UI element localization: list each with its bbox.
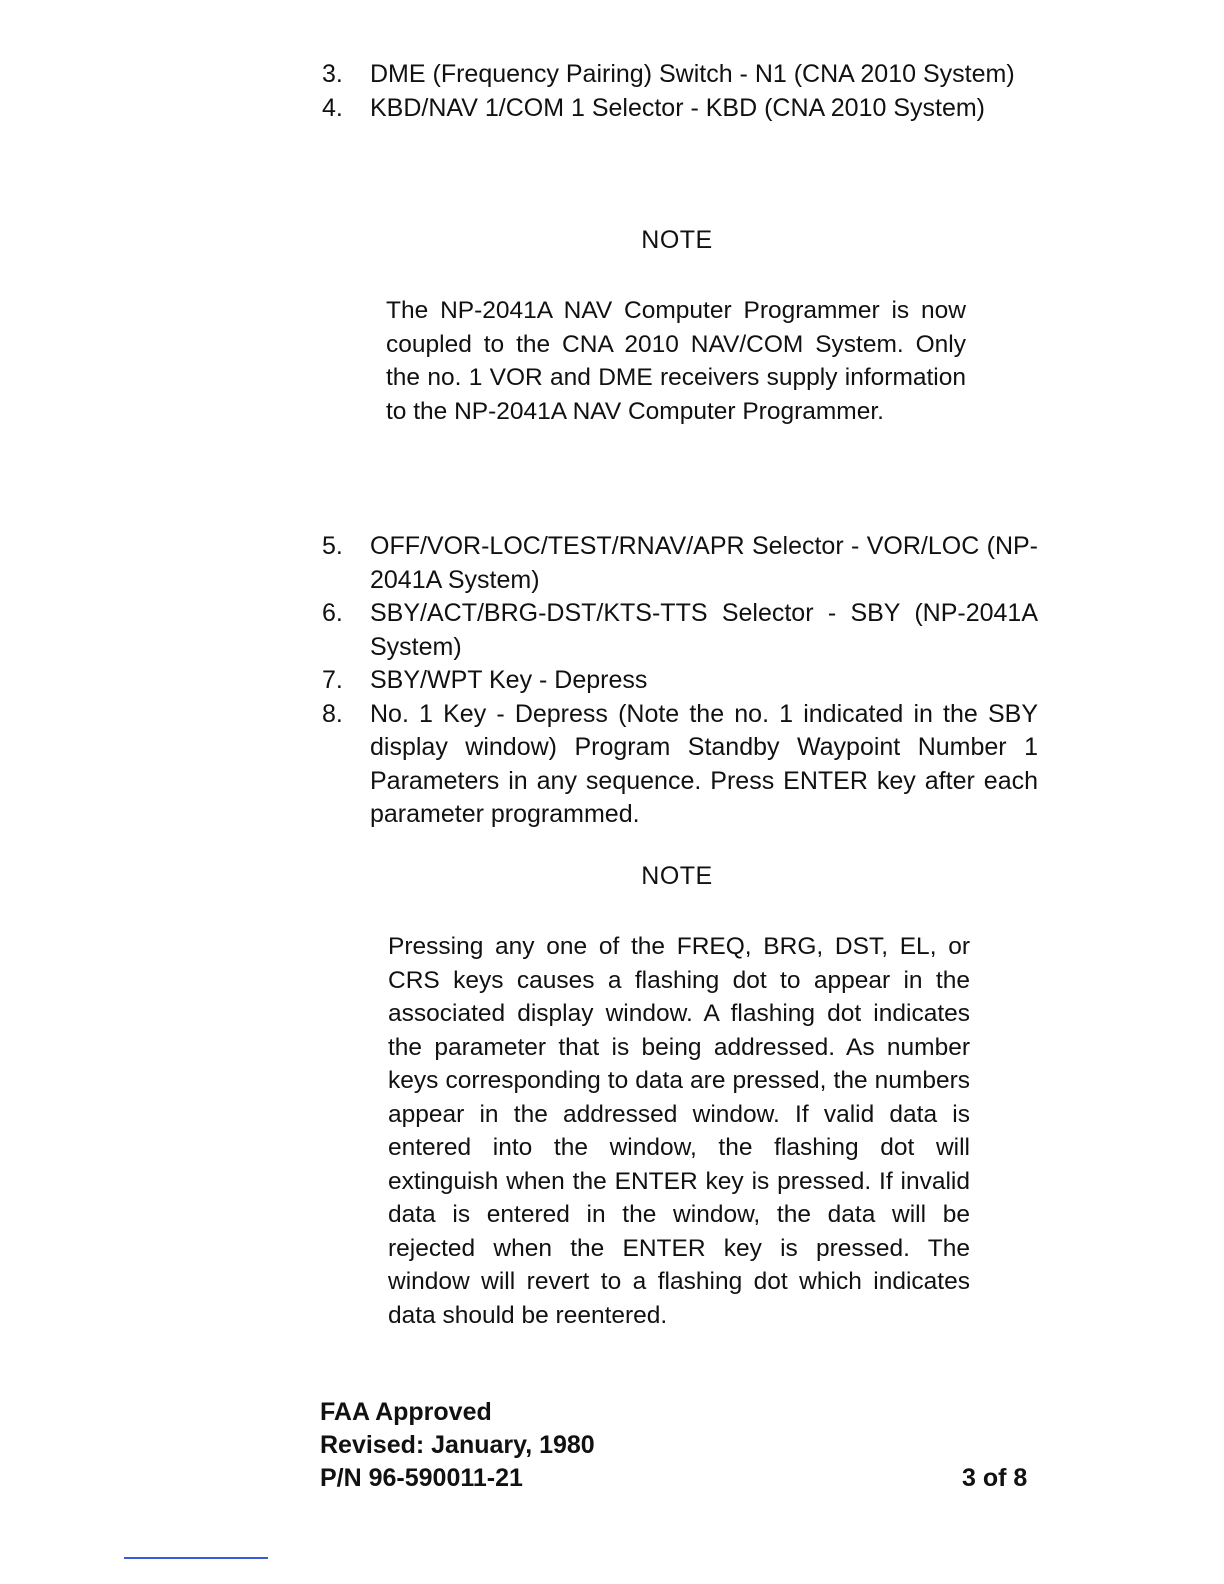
step-4 (322, 92, 1038, 126)
step-text: OFF/VOR-LOC/TEST/RNAV/APR Selector - VOR/LOC (NP-2041A System) (370, 532, 1038, 594)
step-number: 7. (322, 666, 343, 694)
note-title-1: NOTE (641, 226, 713, 254)
step-7 (322, 664, 1038, 698)
faa-approval: FAA Approved (320, 1398, 492, 1426)
step-6 (322, 597, 1038, 664)
footer (320, 1396, 595, 1495)
note-body-1: The NP-2041A NAV Computer Programmer is now coupled to the CNA 2010 NAV/COM System. Only the no. 1 VOR and DME receivers supply information to the NP-2041A NAV Computer Programmer. (386, 297, 966, 425)
procedure-steps-top (322, 58, 1038, 125)
step-number: 8. (322, 699, 343, 728)
procedure-steps-bottom (322, 530, 1038, 832)
page-number: 3 of 8 (962, 1464, 1028, 1492)
note-body-2: Pressing any one of the FREQ, BRG, DST, EL, or CRS keys causes a flashing dot to appear in the associated display window. A flashing dot indicates the parameter that is being addressed. As number keys corresponding to data are pressed, the numbers appear in the addressed window. If valid data is entered into the window, the flashing dot will extinguish when the ENTER key is pressed. If invalid data is entered in the window, the data will be rejected when the ENTER key is pressed. The window will revert to a flashing dot which indicates data should be reentered. (388, 933, 970, 1329)
step-number: 4. (322, 93, 343, 122)
step-text: SBY/ACT/BRG-DST/KTS-TTS Selector - SBY (NP-2041A System) (370, 599, 1038, 661)
step-8 (322, 698, 1038, 832)
step-text: KBD/NAV 1/COM 1 Selector - KBD (CNA 2010 System) (370, 93, 986, 122)
revision-date: Revised: January, 1980 (320, 1431, 595, 1459)
step-number: 5. (322, 532, 343, 560)
step-text: SBY/WPT Key - Depress (370, 666, 648, 694)
step-text: No. 1 Key - Depress (Note the no. 1 indicated in the SBY display window) Program Standby Waypoint Number 1 Parameters in any sequence. Press ENTER key after each parameter programmed. (370, 699, 1038, 828)
step-number: 6. (322, 599, 343, 627)
part-number: P/N 96-590011-21 (320, 1464, 523, 1492)
note-title-2: NOTE (641, 862, 713, 890)
step-3 (322, 58, 1038, 92)
step-5 (322, 530, 1038, 597)
step-number: 3. (322, 60, 343, 88)
scan-artifact-line (124, 1557, 268, 1559)
step-text: DME (Frequency Pairing) Switch - N1 (CNA 2010 System) (370, 60, 1015, 88)
